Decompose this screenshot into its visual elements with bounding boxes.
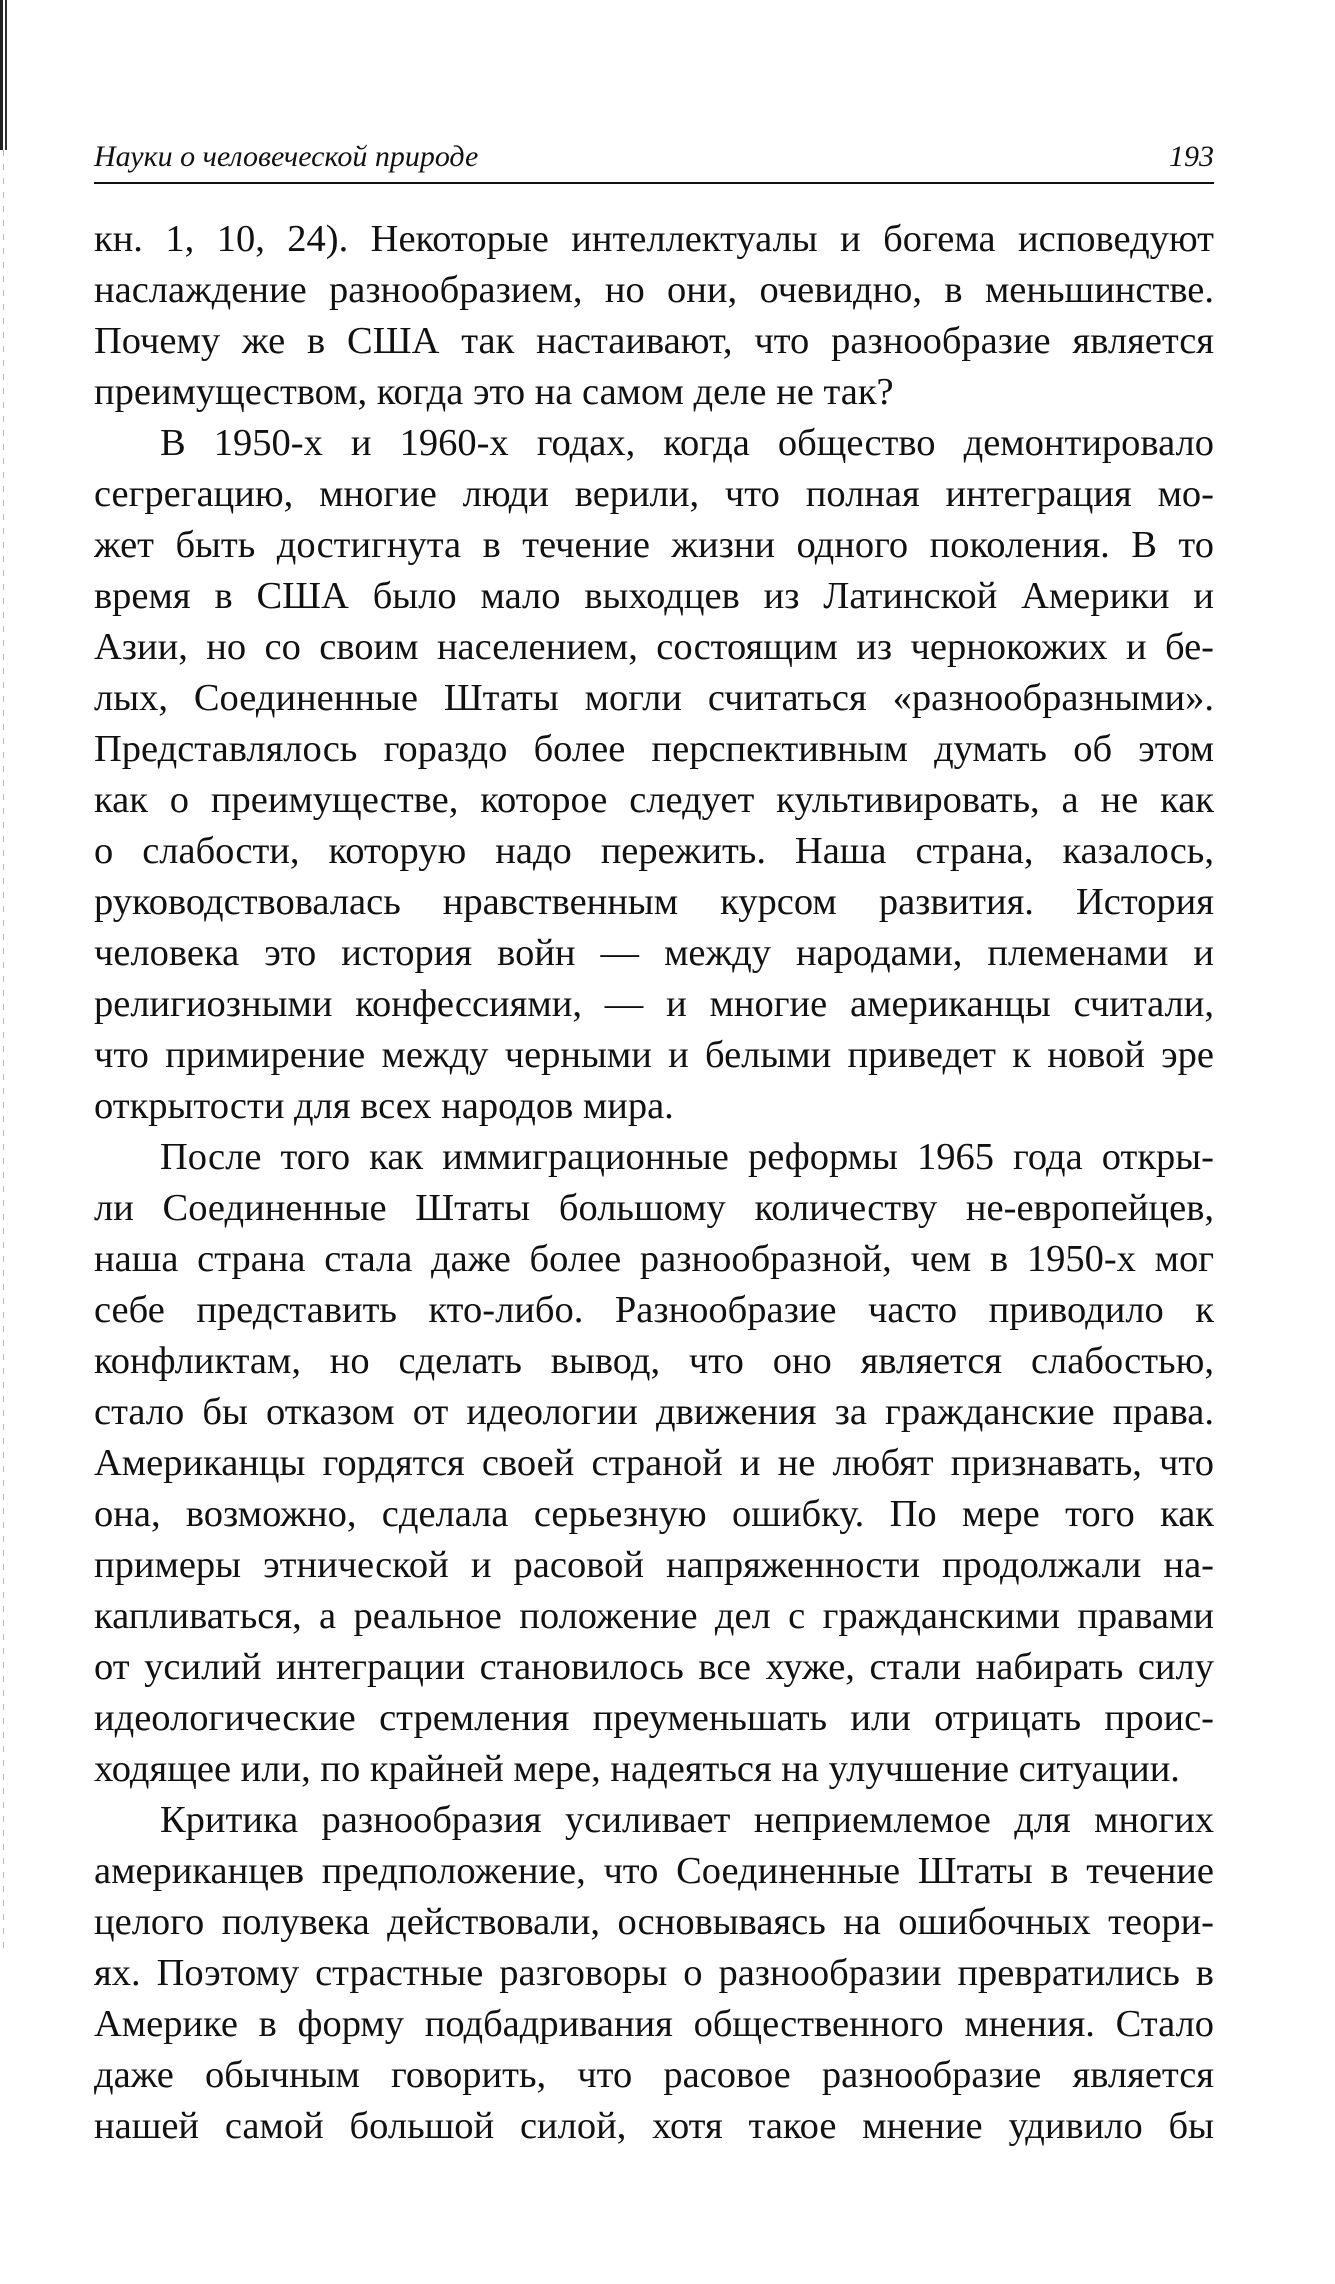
text-line: конфликтам, но сделать вывод, что оно является слабостью, — [94, 1340, 1214, 1382]
scan-spine-artifact — [0, 0, 10, 150]
text-line: целого полувека действовали, основываясь на ошибочных теори- — [94, 1901, 1214, 1943]
text-line: примеры этнической и расовой напряженности продолжали на- — [94, 1544, 1214, 1586]
text-line: После того как иммиграционные реформы 1965 года откры- — [160, 1136, 1214, 1178]
text-line: открытости для всех народов мира. — [94, 1085, 674, 1127]
header-rule — [94, 182, 1214, 184]
text-line: себе представить кто-либо. Разнообразие часто приводило к — [94, 1289, 1214, 1331]
text-line: Почему же в США так настаивают, что разнообразие является — [94, 320, 1214, 362]
text-line: В 1950-х и 1960-х годах, когда общество демонтировало — [160, 422, 1214, 464]
text-line: Американцы гордятся своей страной и не любят признавать, что — [94, 1442, 1214, 1484]
text-line: даже обычным говорить, что расовое разнообразие является — [94, 2054, 1214, 2096]
text-line: как о преимуществе, которое следует культивировать, а не как — [94, 779, 1214, 821]
text-line: время в США было мало выходцев из Латинской Америки и — [94, 575, 1214, 617]
text-line: сегрегацию, многие люди верили, что полная интеграция мо- — [94, 473, 1214, 515]
text-line: нашей самой большой силой, хотя такое мнение удивило бы — [94, 2105, 1214, 2147]
text-line: ходящее или, по крайней мере, надеяться на улучшение ситуации. — [94, 1748, 1180, 1790]
text-line: американцев предположение, что Соединенные Штаты в течение — [94, 1850, 1214, 1892]
text-line: человека это история войн — между народами, племенами и — [94, 932, 1214, 974]
text-line: Америке в форму подбадривания общественного мнения. Стало — [94, 2003, 1214, 2045]
text-line: ях. Поэтому страстные разговоры о разнообразии превратились в — [94, 1952, 1214, 1994]
text-line: кн. 1, 10, 24). Некоторые интеллектуалы и богема исповедуют — [94, 218, 1214, 260]
running-header — [94, 132, 1214, 182]
text-line: стало бы отказом от идеологии движения за гражданские права. — [94, 1391, 1214, 1433]
text-line: лых, Соединенные Штаты могли считаться «разнообразными». — [94, 677, 1214, 719]
running-title: Науки о человеческой природе — [94, 140, 479, 173]
text-line: что примирение между черными и белыми приведет к новой эре — [94, 1034, 1214, 1076]
scan-edge-artifact — [3, 150, 4, 1950]
text-line: наша страна стала даже более разнообразной, чем в 1950-х мог — [94, 1238, 1214, 1280]
text-line: руководствовалась нравственным курсом развития. История — [94, 881, 1214, 923]
text-line: преимуществом, когда это на самом деле не так? — [94, 371, 894, 413]
text-line: жет быть достигнута в течение жизни одного поколения. В то — [94, 524, 1214, 566]
text-line: наслаждение разнообразием, но они, очевидно, в меньшинстве. — [94, 269, 1214, 311]
text-line: от усилий интеграции становилось все хуже, стали набирать силу — [94, 1646, 1214, 1688]
text-line: она, возможно, сделала серьезную ошибку. По мере того как — [94, 1493, 1214, 1535]
text-line: идеологические стремления преуменьшать или отрицать проис- — [94, 1697, 1214, 1739]
text-line: Азии, но со своим населением, состоящим из чернокожих и бе- — [94, 626, 1214, 668]
text-line: о слабости, которую надо пережить. Наша страна, казалось, — [94, 830, 1214, 872]
page-number: 193 — [1169, 140, 1214, 173]
text-line: религиозными конфессиями, — и многие американцы считали, — [94, 983, 1214, 1025]
text-line: Критика разнообразия усиливает неприемлемое для многих — [160, 1799, 1214, 1841]
text-line: ли Соединенные Штаты большому количеству не-европейцев, — [94, 1187, 1214, 1229]
text-line: капливаться, а реальное положение дел с гражданскими правами — [94, 1595, 1214, 1637]
body-text — [94, 214, 1214, 2152]
text-line: Представлялось гораздо более перспективным думать об этом — [94, 728, 1214, 770]
